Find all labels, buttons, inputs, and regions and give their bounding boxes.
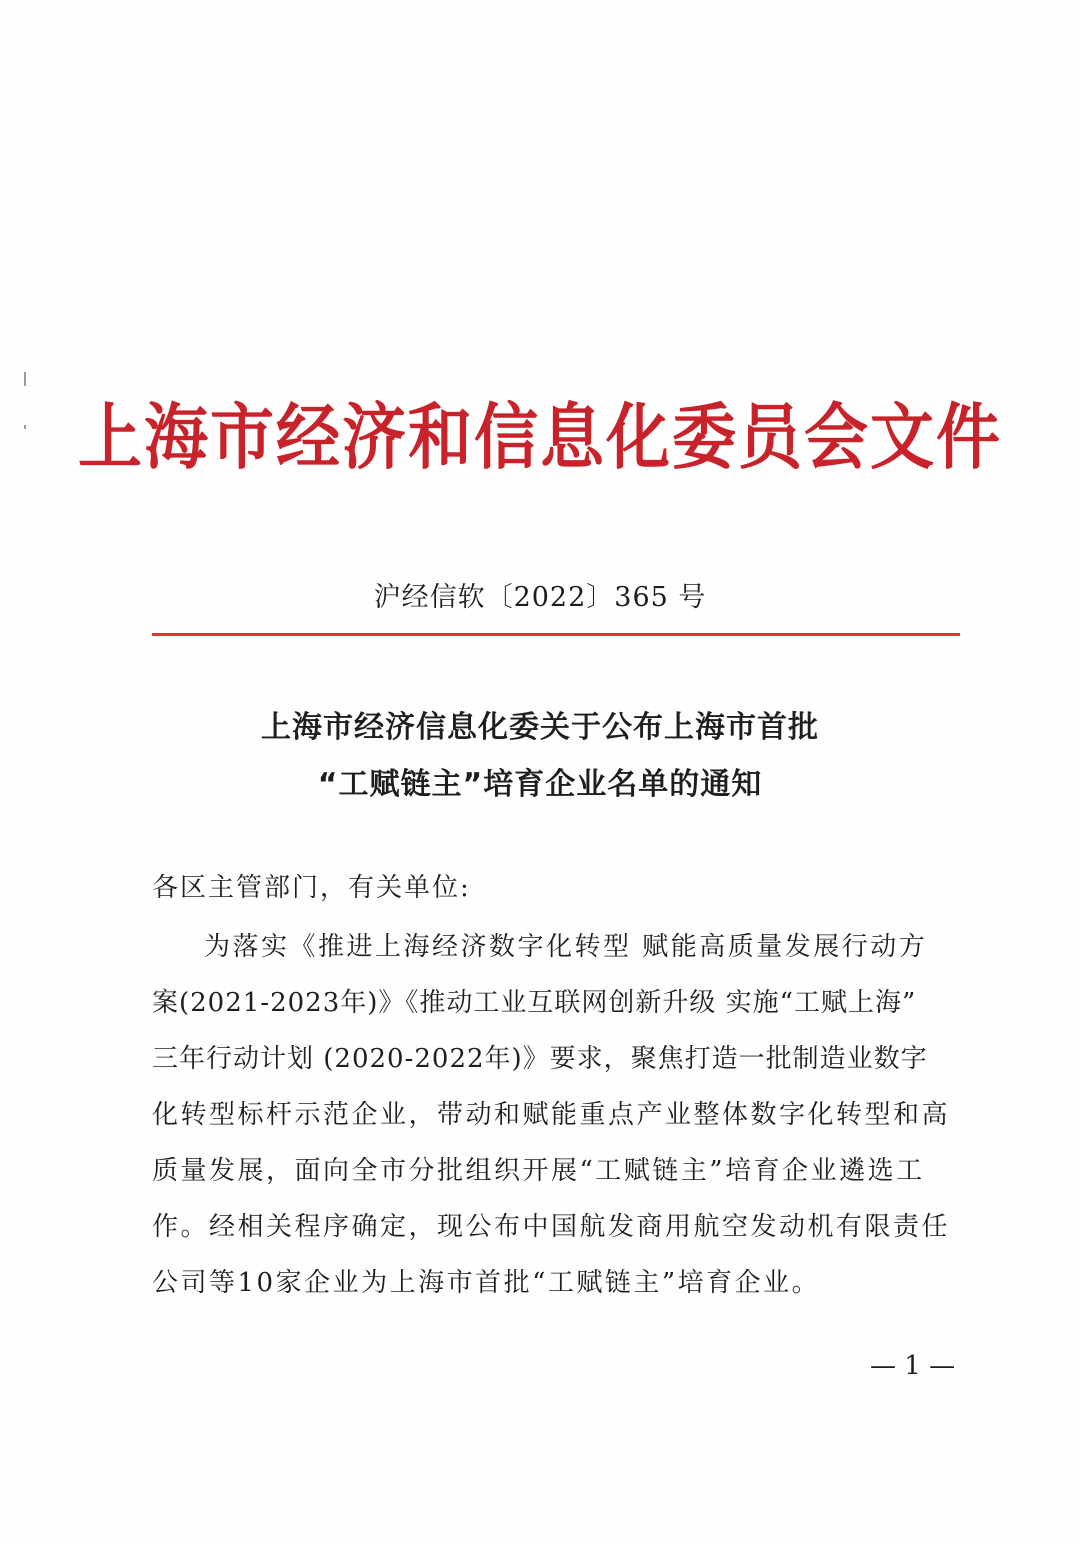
document-number: 沪经信软〔2022〕365 号 [373,582,707,613]
body-line: 质量发展，面向全市分批组织开展“工赋链主”培育企业遴选工 [152,1156,925,1186]
salutation: 各区主管部门，有关单位: [152,873,471,903]
body-line: 公司等10家企业为上海市首批“工赋链主”培育企业。 [152,1268,821,1298]
page-number: — 1 — [870,1351,956,1381]
body-line: 案(2021-2023年)》《推动工业互联网创新升级 实施“工赋上海” [152,988,917,1018]
document-masthead: 上海市经济和信息化委员会文件 [78,395,1002,480]
notice-title-line-2: “工赋链主”培育企业名单的通知 [317,767,763,802]
body-line: 三年行动计划 (2020-2022年)》要求，聚焦打造一批制造业数字 [152,1044,928,1074]
scan-mark [24,372,26,386]
notice-title-line-1: 上海市经济信息化委关于公布上海市首批 [261,710,819,745]
body-line: 作。经相关程序确定，现公布中国航发商用航空发动机有限责任 [152,1212,951,1242]
body-line: 为落实《推进上海经济数字化转型 赋能高质量发展行动方 [204,932,928,962]
body-line: 化转型标杆示范企业，带动和赋能重点产业整体数字化转型和高 [152,1100,951,1130]
red-divider-rule [152,633,960,636]
